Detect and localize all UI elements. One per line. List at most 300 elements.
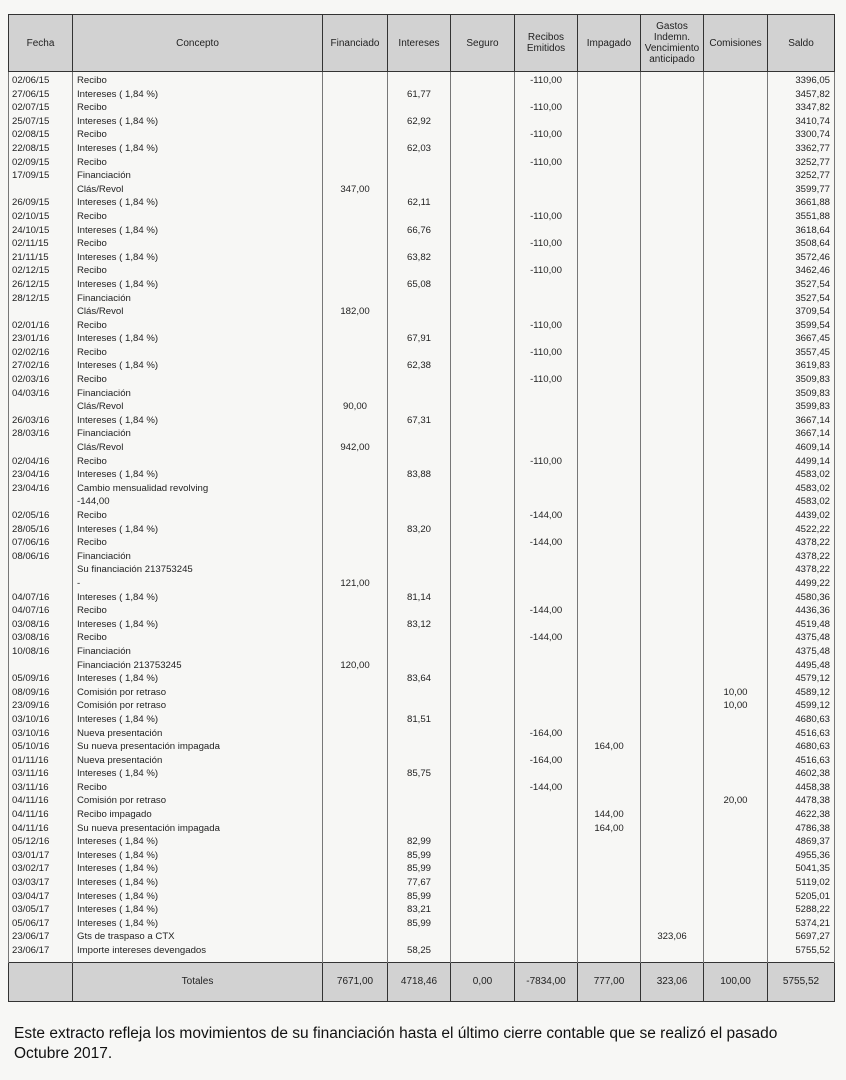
cell-fecha: 03/05/17 xyxy=(9,903,73,917)
cell-saldo: 4458,38 xyxy=(768,781,835,795)
cell-seguro xyxy=(451,563,515,577)
cell-saldo: 3551,88 xyxy=(768,210,835,224)
cell-saldo: 4378,22 xyxy=(768,550,835,564)
cell-gastos xyxy=(641,210,704,224)
cell-gastos xyxy=(641,251,704,265)
cell-concepto: Su nueva presentación impagada xyxy=(73,740,323,754)
cell-concepto: Su nueva presentación impagada xyxy=(73,822,323,836)
cell-impagado xyxy=(578,88,641,102)
cell-financiado xyxy=(323,713,388,727)
cell-seguro xyxy=(451,319,515,333)
cell-gastos xyxy=(641,890,704,904)
cell-impagado xyxy=(578,427,641,441)
cell-comisiones xyxy=(704,292,768,306)
cell-saldo: 4955,36 xyxy=(768,849,835,863)
cell-gastos xyxy=(641,536,704,550)
cell-intereses: 81,14 xyxy=(388,591,451,605)
cell-comisiones xyxy=(704,128,768,142)
table-row xyxy=(9,142,835,156)
table-row xyxy=(9,781,835,795)
cell-intereses xyxy=(388,563,451,577)
table-row xyxy=(9,495,835,509)
cell-financiado xyxy=(323,196,388,210)
cell-comisiones xyxy=(704,523,768,537)
table-row xyxy=(9,346,835,360)
cell-recibos xyxy=(515,523,578,537)
cell-financiado xyxy=(323,550,388,564)
cell-concepto: Intereses ( 1,84 %) xyxy=(73,523,323,537)
cell-concepto: Importe intereses devengados xyxy=(73,944,323,962)
cell-financiado xyxy=(323,536,388,550)
cell-seguro xyxy=(451,754,515,768)
cell-saldo: 4495,48 xyxy=(768,659,835,673)
cell-intereses xyxy=(388,387,451,401)
table-row xyxy=(9,373,835,387)
cell-gastos xyxy=(641,849,704,863)
cell-concepto: Recibo xyxy=(73,156,323,170)
cell-saldo: 5041,35 xyxy=(768,862,835,876)
cell-seguro xyxy=(451,550,515,564)
cell-concepto: Intereses ( 1,84 %) xyxy=(73,278,323,292)
cell-saldo: 4375,48 xyxy=(768,631,835,645)
cell-fecha: 02/08/15 xyxy=(9,128,73,142)
table-row xyxy=(9,550,835,564)
cell-impagado xyxy=(578,944,641,962)
cell-intereses xyxy=(388,808,451,822)
table-row xyxy=(9,686,835,700)
cell-saldo: 3667,14 xyxy=(768,427,835,441)
cell-seguro xyxy=(451,115,515,129)
cell-comisiones xyxy=(704,563,768,577)
header-seguro: Seguro xyxy=(451,15,515,72)
cell-impagado xyxy=(578,414,641,428)
cell-intereses xyxy=(388,645,451,659)
cell-recibos xyxy=(515,88,578,102)
cell-fecha: 08/06/16 xyxy=(9,550,73,564)
cell-recibos: -164,00 xyxy=(515,727,578,741)
cell-fecha xyxy=(9,400,73,414)
cell-comisiones xyxy=(704,183,768,197)
totals-intereses: 4718,46 xyxy=(388,962,451,1001)
totals-seguro: 0,00 xyxy=(451,962,515,1001)
cell-intereses: 62,92 xyxy=(388,115,451,129)
cell-fecha: 24/10/15 xyxy=(9,224,73,238)
table-row xyxy=(9,740,835,754)
table-row xyxy=(9,427,835,441)
footnote-text: Este extracto refleja los movimientos de su financiación hasta el último cierre contable que se realizó el pasado Octubre 2017. xyxy=(14,1025,778,1062)
cell-financiado xyxy=(323,373,388,387)
cell-financiado xyxy=(323,767,388,781)
table-row xyxy=(9,903,835,917)
cell-gastos xyxy=(641,577,704,591)
cell-recibos: -110,00 xyxy=(515,346,578,360)
cell-concepto: Intereses ( 1,84 %) xyxy=(73,672,323,686)
cell-saldo: 3572,46 xyxy=(768,251,835,265)
cell-intereses xyxy=(388,699,451,713)
cell-concepto: Su financiación 213753245 xyxy=(73,563,323,577)
cell-comisiones xyxy=(704,509,768,523)
cell-recibos: -110,00 xyxy=(515,72,578,88)
cell-financiado: 182,00 xyxy=(323,305,388,319)
cell-recibos xyxy=(515,808,578,822)
cell-intereses xyxy=(388,237,451,251)
cell-seguro xyxy=(451,183,515,197)
cell-comisiones xyxy=(704,591,768,605)
cell-seguro xyxy=(451,835,515,849)
cell-financiado xyxy=(323,319,388,333)
header-intereses: Intereses xyxy=(388,15,451,72)
cell-comisiones xyxy=(704,373,768,387)
cell-saldo: 3599,54 xyxy=(768,319,835,333)
cell-concepto: Intereses ( 1,84 %) xyxy=(73,713,323,727)
table-row xyxy=(9,305,835,319)
cell-fecha: 04/11/16 xyxy=(9,822,73,836)
cell-impagado xyxy=(578,128,641,142)
cell-recibos: -144,00 xyxy=(515,631,578,645)
cell-financiado xyxy=(323,142,388,156)
cell-gastos xyxy=(641,332,704,346)
cell-concepto: Recibo xyxy=(73,373,323,387)
table-row xyxy=(9,876,835,890)
cell-recibos: -144,00 xyxy=(515,536,578,550)
cell-saldo: 5697,27 xyxy=(768,930,835,944)
cell-intereses: 83,64 xyxy=(388,672,451,686)
cell-impagado xyxy=(578,468,641,482)
table-row xyxy=(9,332,835,346)
cell-recibos xyxy=(515,427,578,441)
cell-intereses xyxy=(388,264,451,278)
cell-fecha: 03/04/17 xyxy=(9,890,73,904)
table-row xyxy=(9,115,835,129)
cell-recibos xyxy=(515,618,578,632)
cell-concepto: Intereses ( 1,84 %) xyxy=(73,849,323,863)
table-row xyxy=(9,156,835,170)
table-row xyxy=(9,455,835,469)
totals-recibos: -7834,00 xyxy=(515,962,578,1001)
cell-intereses: 67,31 xyxy=(388,414,451,428)
table-row xyxy=(9,835,835,849)
cell-gastos xyxy=(641,645,704,659)
cell-saldo: 4599,12 xyxy=(768,699,835,713)
cell-fecha: 25/07/15 xyxy=(9,115,73,129)
cell-financiado: 120,00 xyxy=(323,659,388,673)
cell-saldo: 5288,22 xyxy=(768,903,835,917)
cell-saldo: 3362,77 xyxy=(768,142,835,156)
cell-gastos xyxy=(641,495,704,509)
cell-impagado xyxy=(578,672,641,686)
cell-seguro xyxy=(451,169,515,183)
cell-gastos xyxy=(641,278,704,292)
cell-gastos xyxy=(641,509,704,523)
cell-seguro xyxy=(451,101,515,115)
cell-concepto: Financiación xyxy=(73,387,323,401)
cell-seguro xyxy=(451,414,515,428)
cell-seguro xyxy=(451,781,515,795)
cell-impagado xyxy=(578,727,641,741)
cell-saldo: 4499,14 xyxy=(768,455,835,469)
cell-fecha: 03/03/17 xyxy=(9,876,73,890)
cell-concepto: Recibo xyxy=(73,319,323,333)
cell-concepto: Recibo xyxy=(73,72,323,88)
cell-concepto: Intereses ( 1,84 %) xyxy=(73,414,323,428)
cell-concepto: Intereses ( 1,84 %) xyxy=(73,359,323,373)
cell-recibos xyxy=(515,591,578,605)
cell-concepto: Recibo xyxy=(73,781,323,795)
cell-comisiones xyxy=(704,550,768,564)
cell-intereses xyxy=(388,509,451,523)
cell-fecha: 07/06/16 xyxy=(9,536,73,550)
cell-recibos xyxy=(515,482,578,496)
cell-seguro xyxy=(451,930,515,944)
cell-financiado xyxy=(323,618,388,632)
cell-fecha xyxy=(9,305,73,319)
cell-comisiones xyxy=(704,876,768,890)
cell-concepto: Financiación xyxy=(73,550,323,564)
table-row xyxy=(9,196,835,210)
cell-fecha: 02/06/15 xyxy=(9,72,73,88)
cell-gastos xyxy=(641,794,704,808)
totals-impagado: 777,00 xyxy=(578,962,641,1001)
cell-seguro xyxy=(451,890,515,904)
cell-comisiones: 10,00 xyxy=(704,686,768,700)
cell-comisiones xyxy=(704,156,768,170)
cell-concepto: Financiación xyxy=(73,292,323,306)
cell-seguro xyxy=(451,427,515,441)
cell-seguro xyxy=(451,672,515,686)
cell-seguro xyxy=(451,237,515,251)
cell-financiado xyxy=(323,278,388,292)
cell-comisiones xyxy=(704,618,768,632)
cell-impagado xyxy=(578,346,641,360)
cell-recibos: -110,00 xyxy=(515,373,578,387)
cell-impagado xyxy=(578,210,641,224)
table-row xyxy=(9,523,835,537)
cell-fecha: 04/11/16 xyxy=(9,794,73,808)
cell-comisiones xyxy=(704,672,768,686)
table-row xyxy=(9,88,835,102)
cell-saldo: 3396,05 xyxy=(768,72,835,88)
cell-intereses: 83,88 xyxy=(388,468,451,482)
cell-comisiones xyxy=(704,455,768,469)
table-row xyxy=(9,251,835,265)
cell-fecha: 03/08/16 xyxy=(9,631,73,645)
cell-financiado xyxy=(323,455,388,469)
cell-saldo: 3599,83 xyxy=(768,400,835,414)
cell-comisiones xyxy=(704,917,768,931)
cell-impagado: 144,00 xyxy=(578,808,641,822)
cell-intereses xyxy=(388,577,451,591)
cell-saldo: 4609,14 xyxy=(768,441,835,455)
cell-recibos xyxy=(515,251,578,265)
cell-saldo: 4583,02 xyxy=(768,468,835,482)
cell-financiado xyxy=(323,740,388,754)
cell-recibos xyxy=(515,550,578,564)
cell-seguro xyxy=(451,455,515,469)
cell-financiado xyxy=(323,727,388,741)
cell-comisiones xyxy=(704,278,768,292)
table-row xyxy=(9,101,835,115)
table-row xyxy=(9,292,835,306)
table-row xyxy=(9,359,835,373)
cell-concepto: Intereses ( 1,84 %) xyxy=(73,591,323,605)
cell-gastos xyxy=(641,101,704,115)
cell-gastos xyxy=(641,781,704,795)
cell-comisiones xyxy=(704,930,768,944)
cell-intereses xyxy=(388,400,451,414)
cell-seguro xyxy=(451,156,515,170)
cell-gastos xyxy=(641,659,704,673)
cell-financiado: 942,00 xyxy=(323,441,388,455)
cell-recibos xyxy=(515,903,578,917)
cell-seguro xyxy=(451,305,515,319)
table-row xyxy=(9,183,835,197)
cell-recibos xyxy=(515,659,578,673)
cell-impagado xyxy=(578,115,641,129)
cell-financiado xyxy=(323,359,388,373)
cell-impagado xyxy=(578,604,641,618)
table-row xyxy=(9,727,835,741)
cell-fecha: 10/08/16 xyxy=(9,645,73,659)
cell-saldo: 4680,63 xyxy=(768,713,835,727)
cell-intereses xyxy=(388,781,451,795)
cell-financiado xyxy=(323,672,388,686)
cell-intereses xyxy=(388,631,451,645)
cell-concepto: Recibo xyxy=(73,536,323,550)
cell-gastos xyxy=(641,808,704,822)
cell-saldo: 4519,48 xyxy=(768,618,835,632)
cell-saldo: 3527,54 xyxy=(768,278,835,292)
table-row xyxy=(9,169,835,183)
cell-concepto: Recibo xyxy=(73,631,323,645)
cell-recibos: -144,00 xyxy=(515,781,578,795)
cell-concepto: Intereses ( 1,84 %) xyxy=(73,835,323,849)
cell-gastos xyxy=(641,292,704,306)
cell-concepto: Clás/Revol xyxy=(73,441,323,455)
cell-comisiones xyxy=(704,835,768,849)
table-row xyxy=(9,577,835,591)
cell-saldo: 4602,38 xyxy=(768,767,835,781)
cell-financiado xyxy=(323,509,388,523)
cell-seguro xyxy=(451,196,515,210)
cell-seguro xyxy=(451,699,515,713)
cell-recibos xyxy=(515,849,578,863)
cell-impagado xyxy=(578,563,641,577)
cell-gastos xyxy=(641,346,704,360)
table-row xyxy=(9,128,835,142)
cell-impagado xyxy=(578,224,641,238)
cell-intereses xyxy=(388,822,451,836)
cell-intereses xyxy=(388,183,451,197)
cell-financiado xyxy=(323,781,388,795)
table-row xyxy=(9,278,835,292)
cell-comisiones xyxy=(704,468,768,482)
cell-financiado xyxy=(323,224,388,238)
cell-recibos: -110,00 xyxy=(515,455,578,469)
cell-seguro xyxy=(451,591,515,605)
cell-concepto: Recibo xyxy=(73,210,323,224)
cell-fecha: 04/03/16 xyxy=(9,387,73,401)
cell-comisiones xyxy=(704,767,768,781)
cell-recibos: -110,00 xyxy=(515,237,578,251)
cell-recibos xyxy=(515,183,578,197)
table-row xyxy=(9,591,835,605)
cell-seguro xyxy=(451,822,515,836)
cell-saldo: 4439,02 xyxy=(768,509,835,523)
cell-saldo: 4516,63 xyxy=(768,754,835,768)
table-row xyxy=(9,319,835,333)
header-recibos-emitidos: Recibos Emitidos xyxy=(515,15,578,72)
cell-fecha: 08/09/16 xyxy=(9,686,73,700)
cell-fecha: 02/02/16 xyxy=(9,346,73,360)
cell-impagado xyxy=(578,142,641,156)
table-row xyxy=(9,72,835,88)
cell-seguro xyxy=(451,577,515,591)
table-row xyxy=(9,713,835,727)
cell-seguro xyxy=(451,359,515,373)
cell-gastos xyxy=(641,305,704,319)
cell-fecha: 04/07/16 xyxy=(9,604,73,618)
cell-impagado xyxy=(578,930,641,944)
cell-saldo: 4583,02 xyxy=(768,495,835,509)
cell-intereses: 65,08 xyxy=(388,278,451,292)
cell-gastos xyxy=(641,319,704,333)
cell-recibos: -164,00 xyxy=(515,754,578,768)
cell-intereses xyxy=(388,210,451,224)
cell-comisiones xyxy=(704,577,768,591)
cell-concepto: Comisión por retraso xyxy=(73,794,323,808)
cell-recibos: -144,00 xyxy=(515,509,578,523)
cell-impagado: 164,00 xyxy=(578,740,641,754)
cell-saldo: 3709,54 xyxy=(768,305,835,319)
cell-intereses xyxy=(388,373,451,387)
cell-recibos xyxy=(515,278,578,292)
cell-intereses: 62,11 xyxy=(388,196,451,210)
cell-recibos xyxy=(515,876,578,890)
cell-comisiones: 10,00 xyxy=(704,699,768,713)
cell-impagado xyxy=(578,550,641,564)
cell-saldo: 4378,22 xyxy=(768,563,835,577)
cell-financiado xyxy=(323,156,388,170)
totals-gastos: 323,06 xyxy=(641,962,704,1001)
cell-financiado xyxy=(323,72,388,88)
cell-seguro xyxy=(451,509,515,523)
totals-row xyxy=(9,962,835,1001)
cell-comisiones xyxy=(704,400,768,414)
cell-seguro xyxy=(451,944,515,962)
cell-intereses xyxy=(388,930,451,944)
cell-concepto: Nueva presentación xyxy=(73,727,323,741)
cell-fecha: 02/03/16 xyxy=(9,373,73,387)
cell-concepto: Intereses ( 1,84 %) xyxy=(73,903,323,917)
cell-seguro xyxy=(451,713,515,727)
cell-comisiones xyxy=(704,264,768,278)
cell-fecha: 28/12/15 xyxy=(9,292,73,306)
table-row xyxy=(9,210,835,224)
cell-impagado xyxy=(578,495,641,509)
table-row xyxy=(9,400,835,414)
cell-comisiones xyxy=(704,808,768,822)
cell-gastos xyxy=(641,128,704,142)
cell-financiado xyxy=(323,645,388,659)
cell-comisiones xyxy=(704,115,768,129)
cell-gastos xyxy=(641,523,704,537)
cell-gastos xyxy=(641,156,704,170)
cell-concepto: Recibo xyxy=(73,237,323,251)
cell-concepto: Clás/Revol xyxy=(73,183,323,197)
cell-fecha: 02/10/15 xyxy=(9,210,73,224)
cell-gastos xyxy=(641,713,704,727)
cell-concepto: Intereses ( 1,84 %) xyxy=(73,618,323,632)
